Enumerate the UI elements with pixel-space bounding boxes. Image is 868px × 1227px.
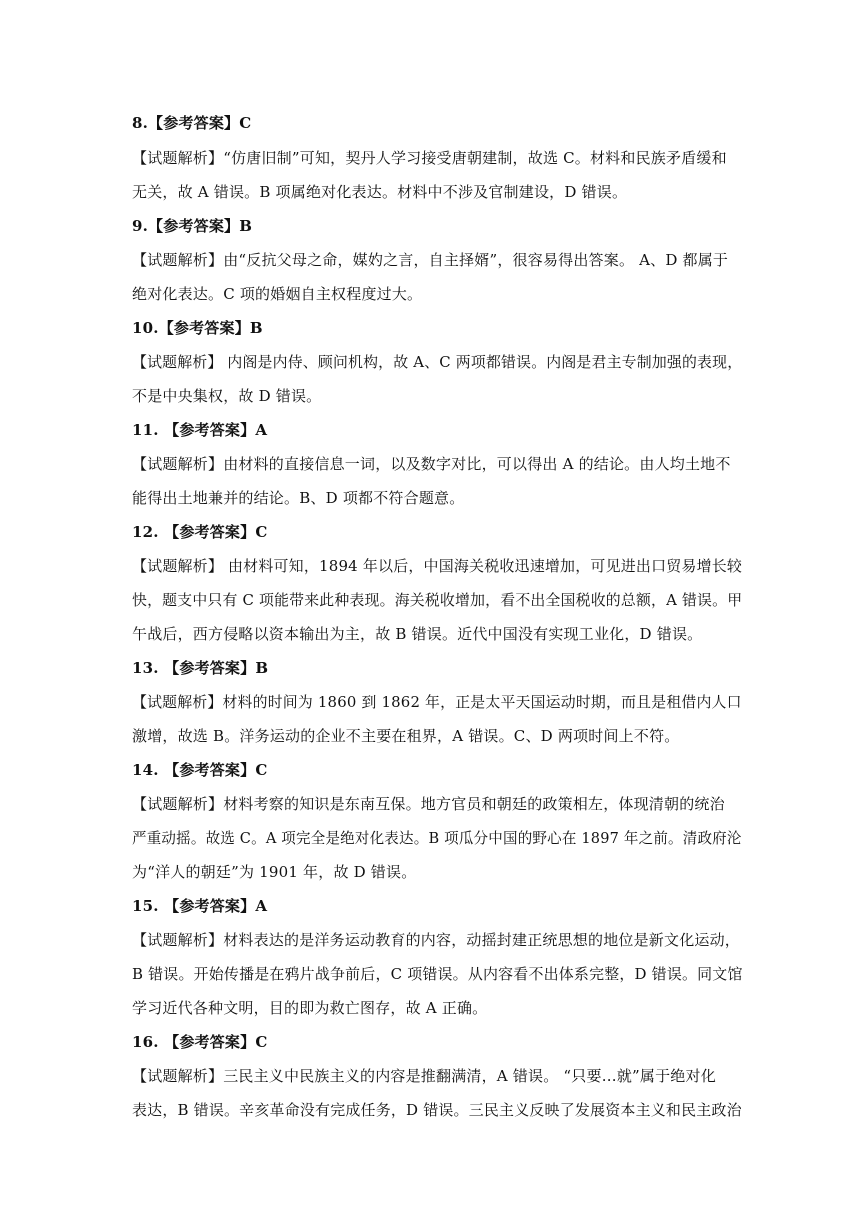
analysis-15-line-2: B 错误。开始传播是在鸦片战争前后，C 项错误。从内容看不出体系完整，D 错误。同文馆 [132,965,743,983]
analysis-14-line-2: 严重动摇。故选 C。A 项完全是绝对化表达。B 项瓜分中国的野心在 1897 年之前。清政府沦 [132,829,742,847]
analysis-12-line-2: 快，题支中只有 C 项能带来此种表现。海关税收增加，看不出全国税收的总额，A 错误。甲 [132,591,743,609]
analysis-9-line-1: 【试题解析】由“反抗父母之命，媒妁之言，自主择婿”，很容易得出答案。 A、D 都属于 [132,251,729,269]
answer-16: 16. 【参考答案】C [132,1033,268,1051]
analysis-16-line-1: 【试题解析】三民主义中民族主义的内容是推翻满清，A 错误。 “只要…就”属于绝对化 [132,1067,716,1085]
analysis-14-line-1: 【试题解析】材料考察的知识是东南互保。地方官员和朝廷的政策相左，体现清朝的统治 [132,795,725,813]
answer-10: 10.【参考答案】B [132,319,263,337]
answer-8: 8.【参考答案】C [132,114,252,132]
analysis-15-line-1: 【试题解析】材料表达的是洋务运动教育的内容，动摇封建正统思想的地位是新文化运动， [132,931,741,949]
analysis-12-line-3: 午战后，西方侵略以资本输出为主，故 B 错误。近代中国没有实现工业化，D 错误。 [132,625,703,643]
analysis-10-line-2: 不是中央集权，故 D 错误。 [132,387,322,405]
analysis-13-line-2: 激增，故选 B。洋务运动的企业不主要在租界，A 错误。C、D 两项时间上不符。 [132,727,680,745]
answer-12: 12. 【参考答案】C [132,523,268,541]
analysis-9-line-2: 绝对化表达。C 项的婚姻自主权程度过大。 [132,285,423,303]
analysis-11-line-2: 能得出土地兼并的结论。B、D 项都不符合题意。 [132,489,465,507]
answer-15: 15. 【参考答案】A [132,897,268,915]
analysis-8-line-1: 【试题解析】“仿唐旧制”可知，契丹人学习接受唐朝建制，故选 C。材料和民族矛盾缓和 [132,149,727,167]
answer-14: 14. 【参考答案】C [132,761,268,779]
analysis-10-line-1: 【试题解析】 内阁是内侍、顾问机构，故 A、C 两项都错误。内阁是君主专制加强的表现， [132,353,743,371]
analysis-11-line-1: 【试题解析】由材料的直接信息一词，以及数字对比，可以得出 A 的结论。由人均土地不 [132,455,731,473]
analysis-14-line-3: 为“洋人的朝廷”为 1901 年，故 D 错误。 [132,863,417,881]
analysis-8-line-2: 无关，故 A 错误。B 项属绝对化表达。材料中不涉及官制建设，D 错误。 [132,183,628,201]
answer-13: 13. 【参考答案】B [132,659,269,677]
analysis-16-line-2: 表达，B 错误。辛亥革命没有完成任务，D 错误。三民主义反映了发展资本主义和民主政治 [132,1101,742,1119]
answer-9: 9.【参考答案】B [132,217,253,235]
answer-11: 11. 【参考答案】A [132,421,268,439]
analysis-12-line-1: 【试题解析】 由材料可知，1894 年以后，中国海关税收迅速增加，可见进出口贸易增长较 [132,557,743,575]
analysis-15-line-3: 学习近代各种文明，目的即为救亡图存，故 A 正确。 [132,999,488,1017]
analysis-13-line-1: 【试题解析】材料的时间为 1860 到 1862 年，正是太平天国运动时期，而且是租借内人口 [132,693,742,711]
